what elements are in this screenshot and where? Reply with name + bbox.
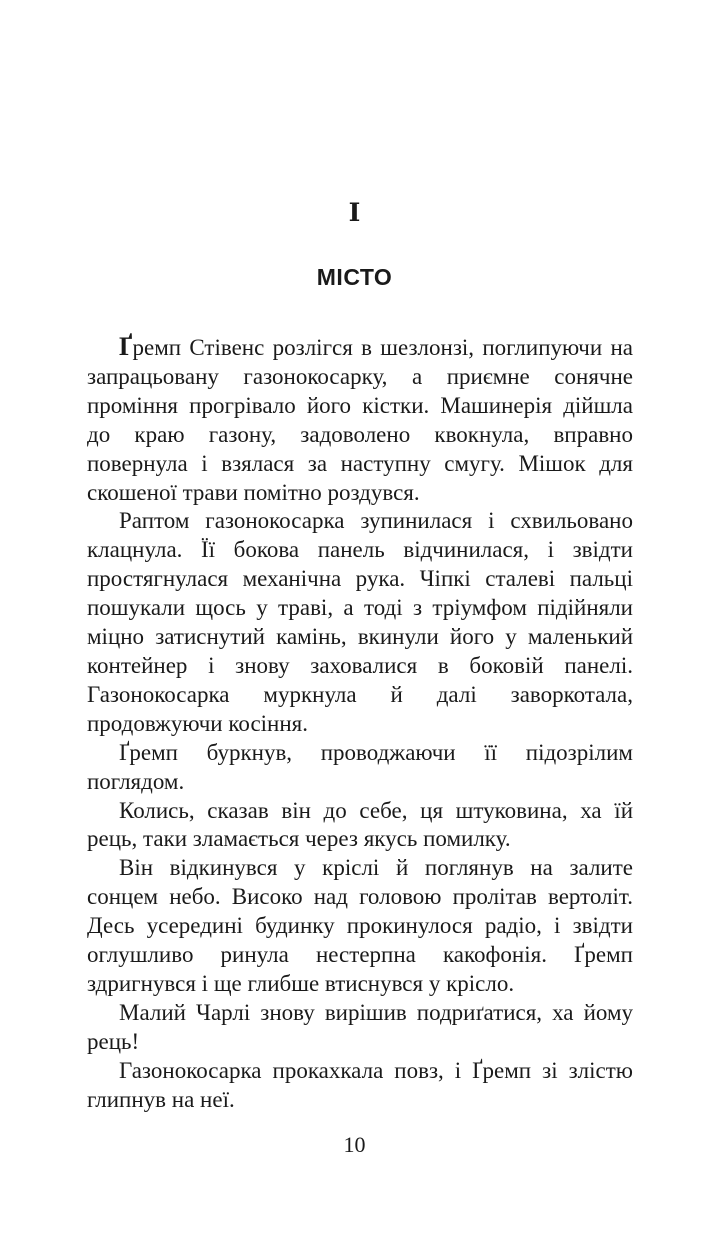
chapter-number: I bbox=[348, 198, 361, 227]
paragraph bbox=[87, 333, 633, 507]
paragraph: Він відкинувся у кріслі й поглянув на залите сонцем небо. Високо над головою пролітав вертоліт. Десь усередині будинку прокинулося радіо, і звідти оглушливо ринула нестерпна какофонія. Ґремп здригнувся і ще глибше втиснувся у крісло. bbox=[87, 855, 633, 996]
paragraph: Раптом газонокосарка зупинилася і схвильовано клацнула. Її бокова панель відчинилася, і звідти простягнулася механічна рука. Чіпкі сталеві пальці пошукали щось у траві, а тоді з тріумфом підійняли міцно затиснутий камінь, вкинули його у маленький контейнер і знову заховалися в боковій панелі. Газонокосарка муркнула й далі заворкотала, продовжуючи косіння. bbox=[87, 508, 633, 736]
paragraph: Газонокосарка прокахкала повз, і Ґремп зі злістю глипнув на неї. bbox=[87, 1057, 633, 1112]
page-number: 10 bbox=[343, 1132, 366, 1157]
paragraph: Малий Чарлі знову вирішив подриґатися, ха йому рець! bbox=[87, 999, 633, 1054]
chapter-body bbox=[87, 333, 633, 1114]
chapter-title: МІСТО bbox=[316, 264, 393, 290]
paragraph: Ґремп буркнув, проводжаючи її підозрілим поглядом. bbox=[87, 739, 633, 794]
drop-cap: Ґ bbox=[119, 332, 133, 361]
paragraph: Колись, сказав він до себе, ця штуковина, ха їй рець, таки зламається через якусь помилку. bbox=[87, 797, 633, 852]
paragraph-text: ремп Стівенс розлігся в шезлонзі, поглипуючи на запрацьовану газонокосарку, а приємне сонячне проміння прогрівало його кістки. Машинерія дійшла до краю газону, задоволено квокнула, вправно повернула і взялася за наступну смугу. Мішок для скошеної трави помітно роздувся. bbox=[87, 335, 633, 505]
